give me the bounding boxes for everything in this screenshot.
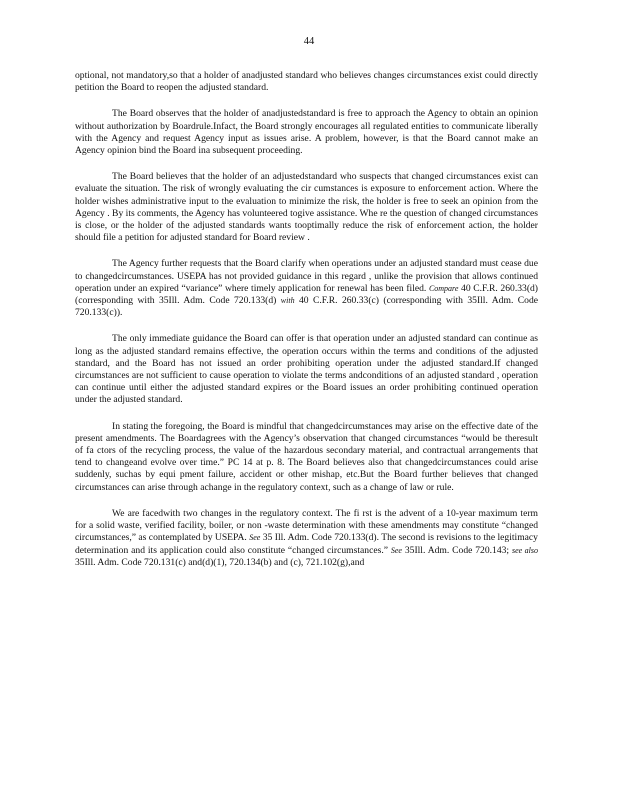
paragraph — [75, 508, 538, 569]
paragraph-text: 35 Ill. Adm. Code 720.133(d). The second is revisions to the legitimacy determination and its application could also constitute “changed circumstances.” — [75, 532, 538, 556]
paragraph-text: optional, not mandatory,so that a holder of anadjusted standard who believes changes circumstances exist could directly petition the Board to reopen the adjusted standard. — [75, 70, 538, 94]
paragraph — [75, 108, 538, 157]
paragraph — [75, 171, 538, 244]
paragraph-text: The Board observes that the holder of anadjustedstandard is free to approach the Agency to obtain an opinion without authorization by Boardrule.Infact, the Board strongly encourages all regulated entities to communicate liberally with the Agency and request Agency input as issues arise. A problem, however, is that the Board cannot make an Agency opinion bind the Board ina subsequent proceeding. — [75, 108, 538, 157]
citation-signal: See — [390, 545, 402, 555]
citation-signal: Compare — [428, 283, 459, 293]
paragraph — [75, 258, 538, 319]
paragraph — [75, 421, 538, 494]
paragraph-text: The Agency further requests that the Board clarify when operations under an adjusted standard must cease due to changedcircumstances. USEPA has not provided guidance in this regard , unlike the provision that allows continued operation under an expired “variance” where timely application for renewal has been filed. — [75, 258, 538, 294]
paragraph — [75, 70, 538, 94]
document-body — [75, 70, 538, 583]
citation-signal: See — [249, 533, 261, 543]
paragraph-text: The only immediate guidance the Board can offer is that operation under an adjusted standard can continue as long as the adjusted standard remains effective, the operation occurs within the terms and conditions of the adjusted standard, and the Board has not issued an order prohibiting operation under the adjusted standard.If changed circumstances are not sufficient to cause operation to violate the terms andconditions of an adjusted standard , operation can continue until either the adjusted standard expires or the Board issues an order prohibiting continued operation under the adjusted standard. — [75, 333, 538, 406]
page-number: 44 — [303, 36, 315, 47]
citation-signal: with — [280, 296, 295, 306]
citation-signal: see also — [511, 545, 538, 555]
paragraph — [75, 333, 538, 406]
paragraph-text: The Board believes that the holder of an adjustedstandard who suspects that changed circumstances exist can evaluate the situation. The risk of wrongly evaluating the cir cumstances is exposure to enforcement action. Where the holder wishes administrative input to the evaluation to minimize the risk, the holder is free to seek an opinion from the Agency . By its comments, the Agency has volunteered togive assistance. Whe re the question of changed circumstances is close, or the holder of the adjusted standards wants tooptimally reduce the risk of enforcement action, the holder should file a petition for adjusted standard for Board review . — [75, 171, 538, 244]
paragraph-text: 40 C.F.R. 260.33(d) (corresponding with 35Ill. Adm. Code 720.133(d) — [75, 282, 538, 307]
paragraph-text: 35Ill. Adm. Code 720.131(c) and(d)(1), 720.134(b) and (c), 721.102(g),and — [75, 556, 365, 568]
paragraph-text: 35Ill. Adm. Code 720.143; — [401, 544, 512, 556]
paragraph-text: We are facedwith two changes in the regulatory context. The fi rst is the advent of a 10-year maximum term for a solid waste, verified facility, boiler, or non -waste determination with these amendments may constitute “changed circumstances,” as contemplated by USEPA. — [75, 507, 538, 544]
paragraph-text: 40 C.F.R. 260.33(c) (corresponding with 35Ill. Adm. Code 720.133(c)). — [75, 295, 538, 319]
paragraph-text: In stating the foregoing, the Board is mindful that changedcircumstances may arise on the effective date of the present amendments. The Boardagrees with the Agency’s observation that changed circumstances “would be theresult of fa ctors of the recycling process, the value of the hazardous secondary material, and contractual arrangements that tend to changeand evolve over time.” PC 14 at p. 8. The Board believes also that changedcircumstances could arise suddenly, suchas by equi pment failure, accident or other mishap, etc.But the Board further believes that changed circumstances can arise through achange in the regulatory context, such as a change of law or rule. — [75, 420, 538, 493]
